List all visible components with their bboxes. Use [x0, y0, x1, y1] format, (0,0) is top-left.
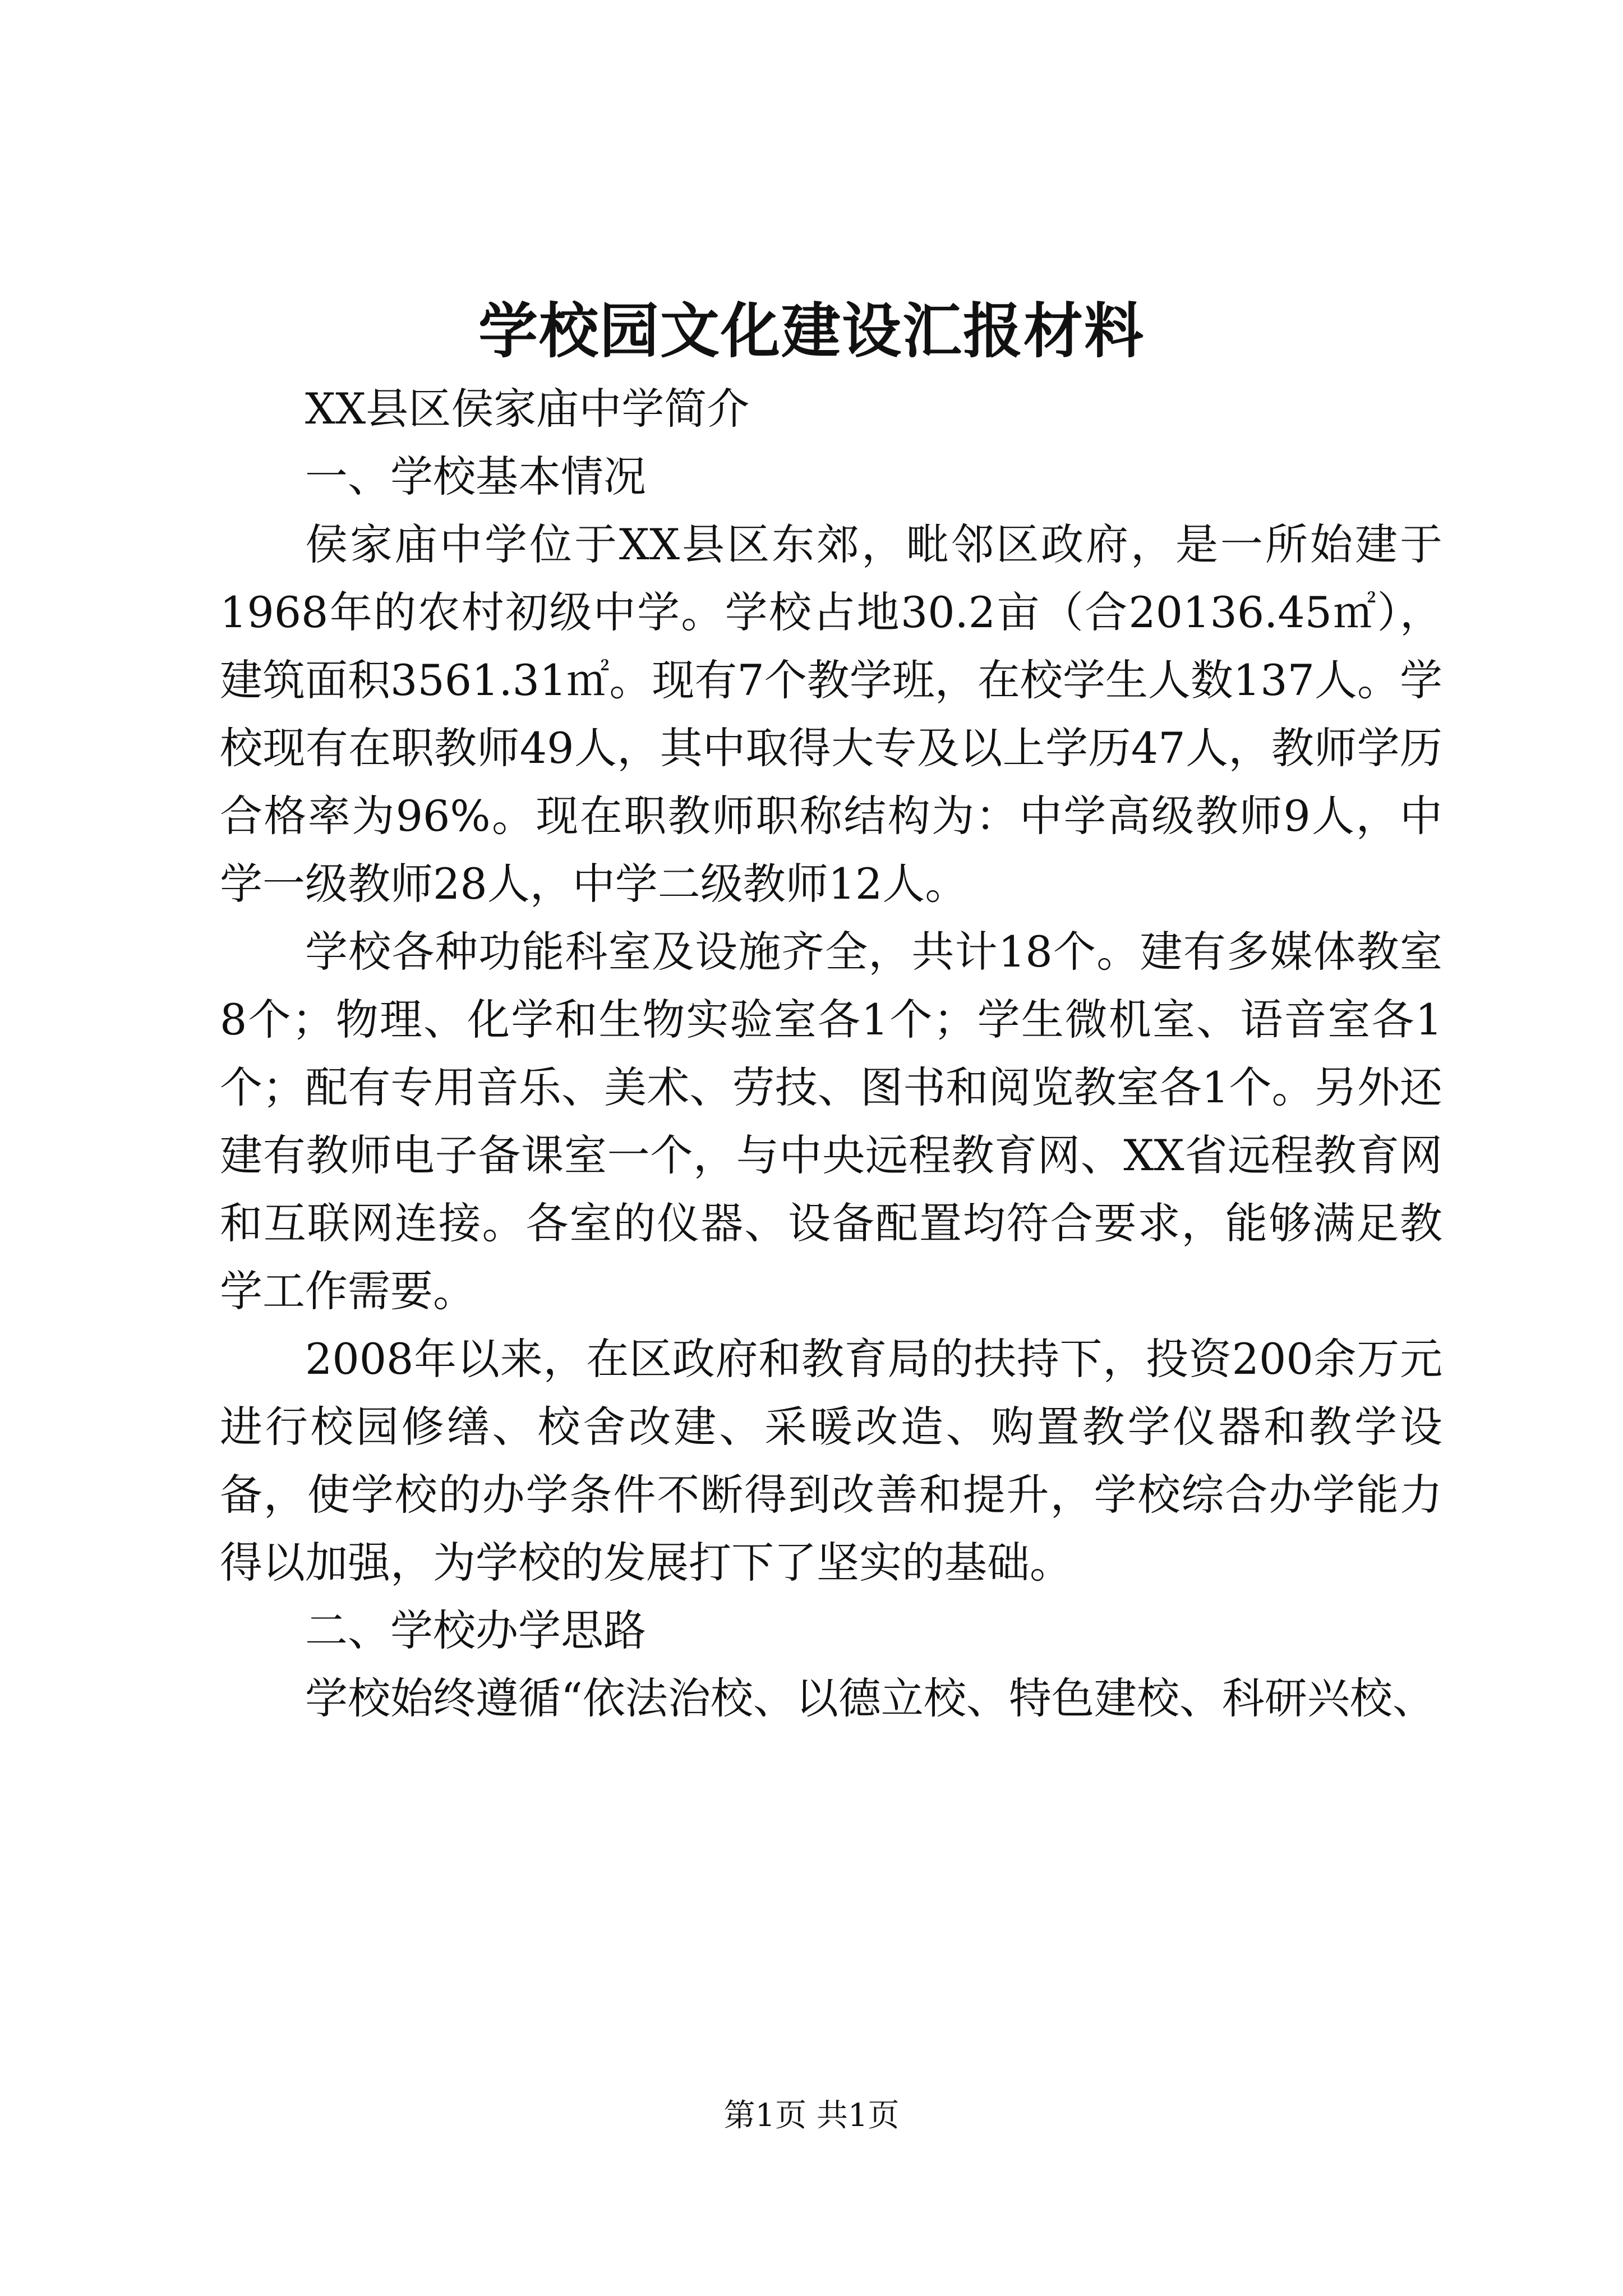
section-heading-basic-info: 一、学校基本情况 — [305, 452, 646, 501]
section-heading-philosophy: 二、学校办学思路 — [305, 1605, 646, 1655]
document-title: 学校园文化建设汇报材料 — [478, 296, 1145, 366]
document-body — [220, 375, 1442, 1732]
paragraph-basic-info: 侯家庙中学位于XX县区东郊，毗邻区政府，是一所始建于1968年的农村初级中学。学校占地30.2亩（合20136.45㎡），建筑面积3561.31㎡。现有7个教学班，在校学生人数137人。学校现有在职教师49人，其中取得大专及以上学历47人，教师学历合格率为96%。现在职教师职称结构为：中学高级教师9人，中学一级教师28人，中学二级教师12人。 — [220, 519, 1442, 909]
paragraph-philosophy: 学校始终遵循“依法治校、以德立校、特色建校、科研兴校、 — [305, 1673, 1435, 1723]
school-intro-heading: XX县区侯家庙中学简介 — [305, 384, 750, 434]
page-number-footer: 第1页 共1页 — [723, 2097, 900, 2134]
paragraph-investment: 2008年以来，在区政府和教育局的扶持下，投资200余万元进行校园修缮、校舍改建、采暖改造、购置教学仪器和教学设备，使学校的办学条件不断得到改善和提升，学校综合办学能力得以加强，为学校的发展打下了坚实的基础。 — [220, 1334, 1442, 1588]
paragraph-facilities: 学校各种功能科室及设施齐全，共计18个。建有多媒体教室8个；物理、化学和生物实验室各1个；学生微机室、语音室各1个；配有专用音乐、美术、劳技、图书和阅览教室各1个。另外还建有教师电子备课室一个，与中央远程教育网、XX省远程教育网和互联网连接。各室的仪器、设备配置均符合要求，能够满足教学工作需要。 — [220, 927, 1442, 1316]
